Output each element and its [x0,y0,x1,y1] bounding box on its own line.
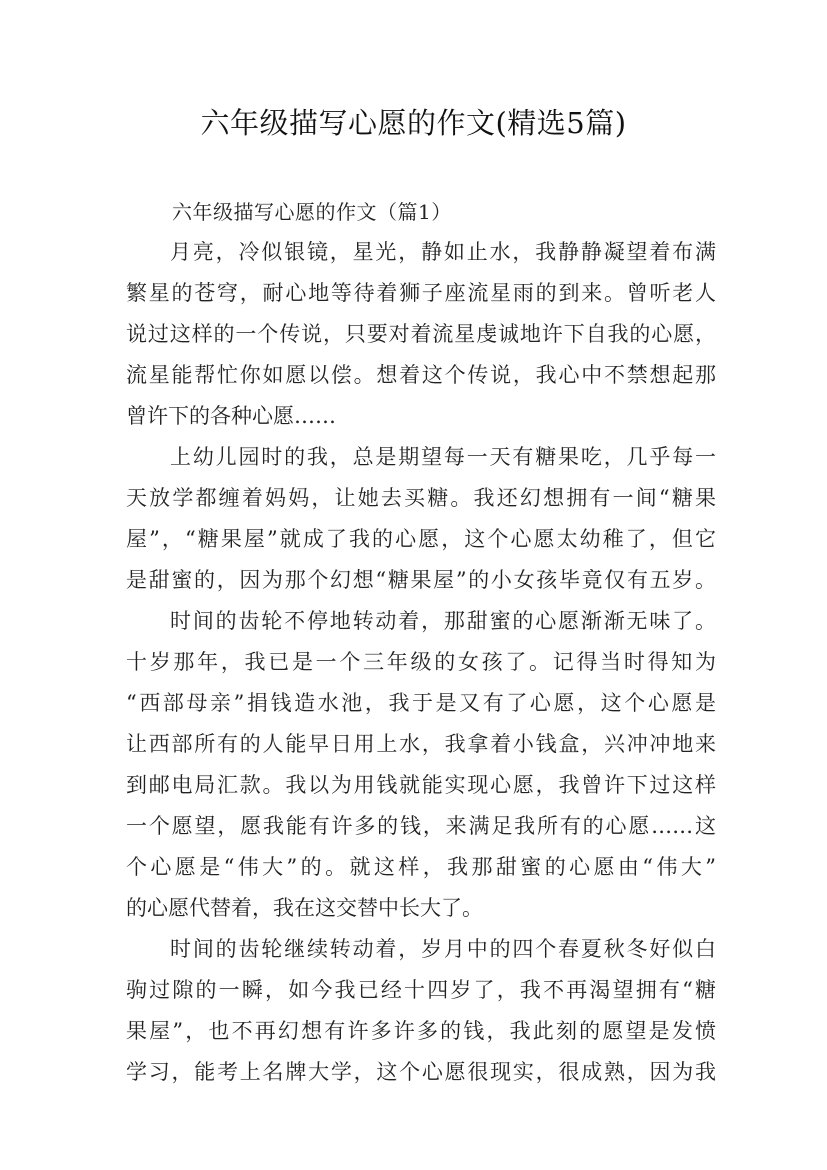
paragraph-line: 到邮电局汇款。我以为用钱就能实现心愿，我曾许下过这样 [126,773,716,797]
paragraph-line: “西部母亲”捐钱造水池，我于是又有了心愿，这个心愿是 [126,691,716,715]
paragraph-line: 月亮，冷似银镜，星光，静如止水，我静静凝望着布满 [170,240,716,264]
paragraph-line: 时间的齿轮不停地转动着，那甜蜜的心愿渐渐无味了。 [170,609,716,633]
paragraph-line: 天放学都缠着妈妈，让她去买糖。我还幻想拥有一间“糖果 [126,486,716,510]
paragraph-line: 曾许下的各种心愿…… [126,404,336,428]
document-title: 六年级描写心愿的作文(精选5篇) [200,106,627,140]
paragraph-line: 学习，能考上名牌大学，这个心愿很现实，很成熟，因为我 [126,1060,716,1084]
document-body [126,232,716,1093]
paragraph-line: 一个愿望，愿我能有许多的钱，来满足我所有的心愿……这 [126,814,716,838]
paragraph-line: 流星能帮忙你如愿以偿。想着这个传说，我心中不禁想起那 [126,363,716,387]
paragraph-line: 个心愿是“伟大”的。就这样，我那甜蜜的心愿由“伟大” [126,855,716,879]
paragraph-line: 让西部所有的人能早日用上水，我拿着小钱盒，兴冲冲地来 [126,732,716,756]
paragraph-line: 十岁那年，我已是一个三年级的女孩了。记得当时得知为 [126,650,716,674]
paragraph-line: 驹过隙的一瞬，如今我已经十四岁了，我不再渴望拥有“糖 [126,978,716,1002]
paragraph-line: 说过这样的一个传说，只要对着流星虔诚地许下自我的心愿， [126,322,716,346]
paragraph-line: 繁星的苍穹，耐心地等待着狮子座流星雨的到来。曾听老人 [126,281,716,305]
section-heading: 六年级描写心愿的作文（篇1） [172,200,452,224]
paragraph-line: 果屋”，也不再幻想有许多许多的钱，我此刻的愿望是发愤 [126,1019,716,1043]
paragraph-line: 屋”，“糖果屋”就成了我的心愿，这个心愿太幼稚了，但它 [126,527,716,551]
paragraph-line: 是甜蜜的，因为那个幻想“糖果屋”的小女孩毕竟仅有五岁。 [126,568,716,592]
paragraph-line: 时间的齿轮继续转动着，岁月中的四个春夏秋冬好似白 [170,937,716,961]
paragraph-line: 上幼儿园时的我，总是期望每一天有糖果吃，几乎每一 [170,445,716,469]
paragraph-line: 的心愿代替着，我在这交替中长大了。 [126,896,483,920]
